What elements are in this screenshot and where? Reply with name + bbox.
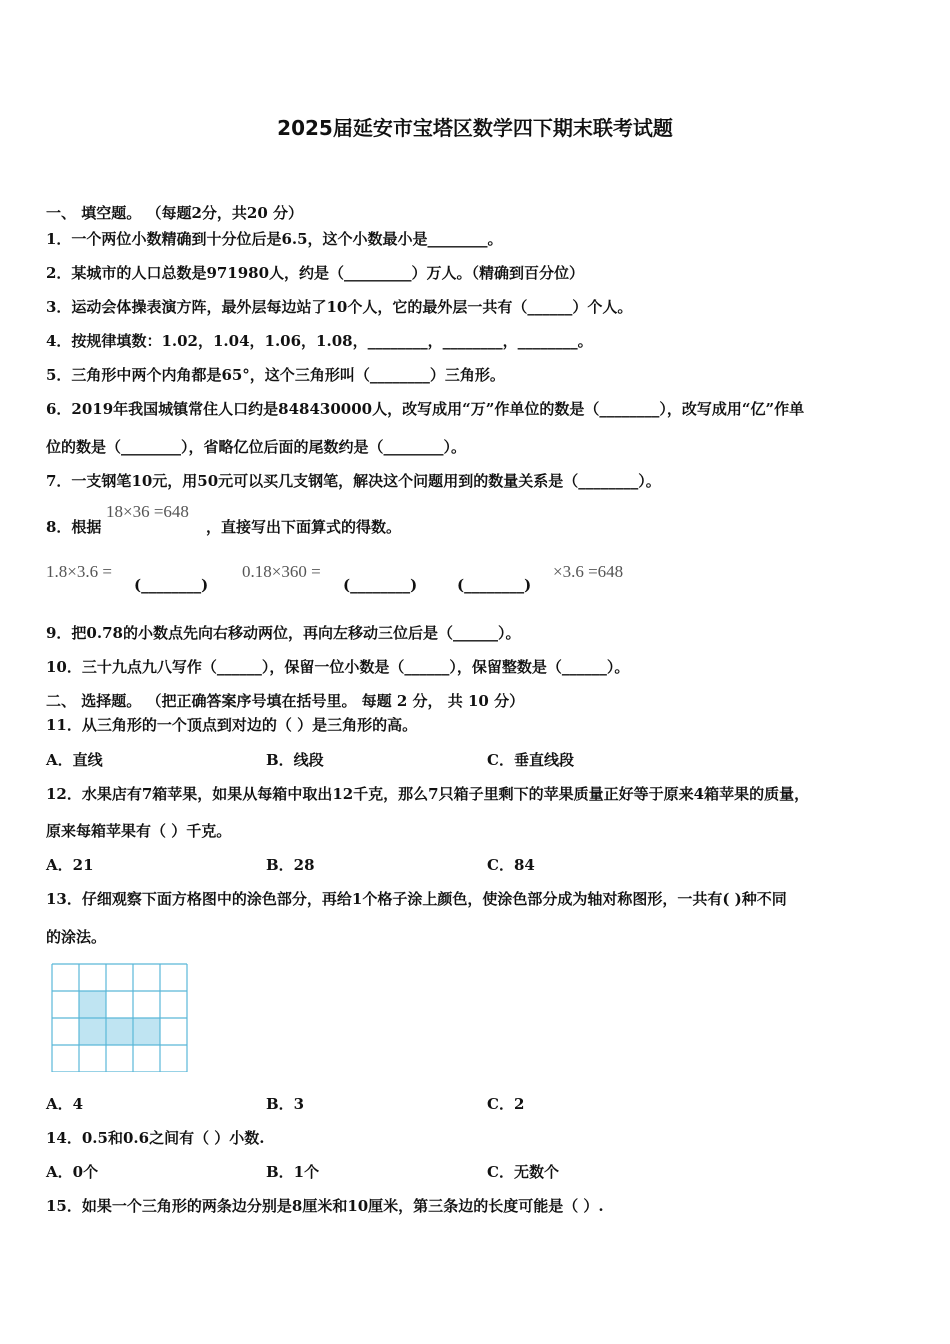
- question-13-line-1: 13．仔细观察下面方格图中的涂色部分，再给1个格子涂上颜色，使涂色部分成为轴对称图形，一共有( )种不同: [46, 890, 787, 908]
- question-11: 11．从三角形的一个顶点到对边的（ ）是三角形的高。: [46, 716, 418, 734]
- shaded-cell: [106, 1018, 133, 1045]
- question-12-line-2: 原来每箱苹果有（ ）千克。: [46, 822, 232, 840]
- shaded-cell: [79, 991, 106, 1018]
- section-1-heading: 一、 填空题。 （每题2分，共20 分）: [46, 204, 303, 222]
- question-14-option-a: A．0个: [46, 1163, 99, 1181]
- question-7: 7．一支钢笔10元，用50元可以买几支钢笔，解决这个问题用到的数量关系是（________）。: [46, 472, 661, 490]
- question-14: 14．0.5和0.6之间有（ ）小数.: [46, 1129, 265, 1147]
- question-12-option-a: A．21: [46, 856, 94, 874]
- question-8-blank-3: (________): [457, 576, 532, 594]
- question-14-option-b: B．1个: [266, 1163, 320, 1181]
- question-9: 9．把0.78的小数点先向右移动两位，再向左移动三位后是（______）。: [46, 624, 521, 642]
- question-13-grid-figure: [51, 963, 188, 1072]
- question-6-line-2: 位的数是（________），省略亿位后面的尾数约是（________）。: [46, 438, 467, 456]
- question-12-option-b: B．28: [266, 856, 315, 874]
- question-1: 1．一个两位小数精确到十分位后是6.5，这个小数最小是________。: [46, 230, 503, 248]
- question-13-line-2: 的涂法。: [46, 928, 107, 946]
- question-12-line-1: 12．水果店有7箱苹果，如果从每箱中取出12千克，那么7只箱子里剩下的苹果质量正好等于原来4箱苹果的质量，: [46, 785, 810, 803]
- page-title: 2025届延安市宝塔区数学四下期末联考试题: [277, 116, 673, 140]
- question-15: 15．如果一个三角形的两条边分别是8厘米和10厘米，第三条边的长度可能是（ ）.: [46, 1197, 604, 1215]
- question-11-option-c: C．垂直线段: [487, 751, 574, 769]
- question-8-expression-1: 1.8×3.6 =: [46, 562, 112, 581]
- question-13-option-b: B．3: [266, 1095, 305, 1113]
- question-8-blank-2: (________): [343, 576, 418, 594]
- question-13-option-a: A．4: [46, 1095, 84, 1113]
- question-11-option-b: B．线段: [266, 751, 324, 769]
- question-10: 10．三十九点九八写作（______），保留一位小数是（______），保留整数是（______）。: [46, 658, 630, 676]
- question-6-line-1: 6．2019年我国城镇常住人口约是848430000人，改写成用“万”作单位的数是（________），改写成用“亿”作单: [46, 400, 805, 418]
- question-11-option-a: A．直线: [46, 751, 103, 769]
- question-5: 5．三角形中两个内角都是65°，这个三角形叫（________）三角形。: [46, 366, 505, 384]
- question-13-option-c: C．2: [487, 1095, 525, 1113]
- question-8-prefix: 8．根据: [46, 518, 102, 536]
- question-8-given-equation: 18×36 =648: [106, 502, 189, 521]
- question-4: 4．按规律填数：1.02，1.04，1.06，1.08，________，________，________。: [46, 332, 593, 350]
- question-8-suffix: ，直接写出下面算式的得数。: [206, 518, 402, 536]
- question-2: 2．某城市的人口总数是971980人，约是（_________）万人。（精确到百分位）: [46, 264, 585, 282]
- question-8-blank-1: (________): [134, 576, 209, 594]
- question-14-option-c: C．无数个: [487, 1163, 559, 1181]
- shaded-cell: [79, 1018, 106, 1045]
- question-8-expression-2: 0.18×360 =: [242, 562, 321, 581]
- section-2-heading: 二、 选择题。 （把正确答案序号填在括号里。 每题 2 分， 共 10 分）: [46, 692, 525, 710]
- question-3: 3．运动会体操表演方阵，最外层每边站了10个人，它的最外层一共有（______）个人。: [46, 298, 633, 316]
- question-8-expression-3: ×3.6 =648: [553, 562, 624, 581]
- shaded-cell: [133, 1018, 160, 1045]
- question-12-option-c: C．84: [487, 856, 535, 874]
